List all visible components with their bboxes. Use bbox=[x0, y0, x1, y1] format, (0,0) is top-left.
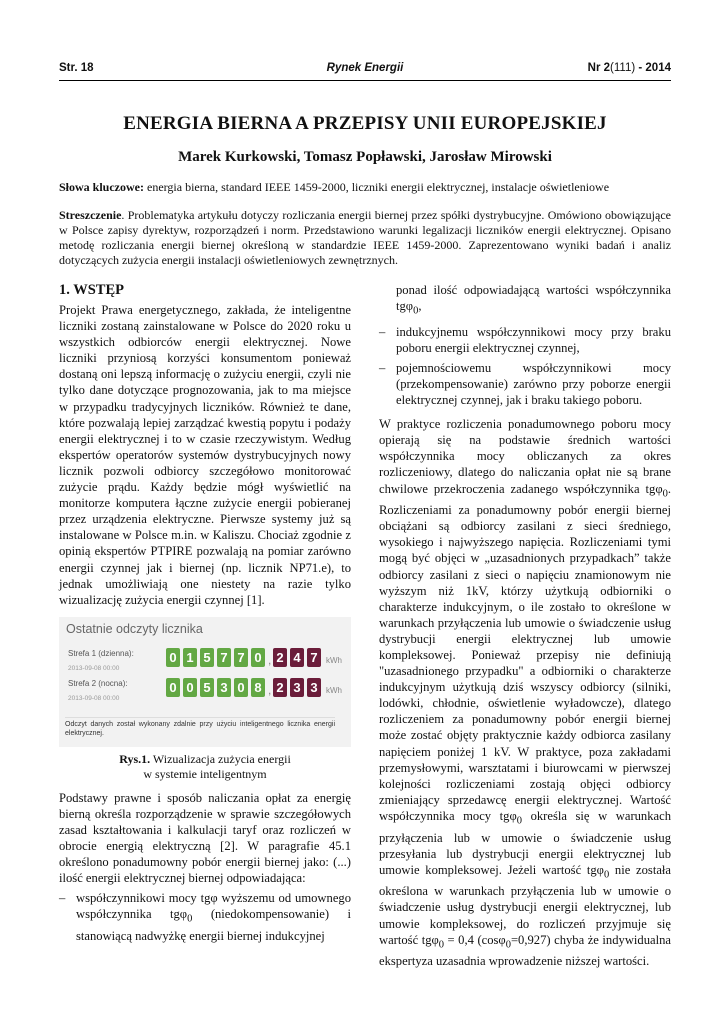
issue-prefix: Nr 2 bbox=[587, 62, 611, 74]
caption-line2: w systemie inteligentnym bbox=[143, 766, 267, 781]
definition-text: , bbox=[418, 299, 422, 314]
zone1-decimal-digit: 2 bbox=[273, 648, 287, 667]
zone2-digit: 5 bbox=[200, 678, 214, 697]
subscript: 0 bbox=[187, 913, 193, 925]
keywords-text: energia bierna, standard IEEE 1459-2000, liczniki energii elektrycznej, instalacje oświetleniowe bbox=[144, 180, 610, 194]
zone1-digit: 7 bbox=[217, 648, 231, 667]
zone2-date: 2013-09-08 00:00 bbox=[68, 694, 120, 702]
zone1-row bbox=[66, 647, 346, 681]
zone1-digit: 1 bbox=[183, 648, 197, 667]
para-text: . Rozliczeniami za ponadumowny pobór energii biernej obciążani są odbiorcy zasilani z sieci średniego, wysokiego i najwyższego napięcia. Rozliczeniami tymi mogą być objęci w „uzasadnionych przypadkach” także odbiorcy zasilani z sieci o napięciu znamionowym nie wyższym niż 1kV, którzy użytkują odbiorniki o charakterze indukcyjnym, o ile zostało to określone w warunkach przyłączenia lub umowie o świadczenie usług dystrybucji energii elektrycznej lub umowie kompleksowej. Ponieważ przepisy nie definiują "uzasadnionego przypadku" a odbiorniki o charakterze indukcyjnym użytkują dziś wszyscy odbiorcy (silniki, lodówki, chłodnie, oświetlenie wyładowcze), dlatego rozliczeniem za ponadumowny pobór energii biernej może zostać objęty praktycznie każdy odbiorca zasilany napięciem poniżej 1 kV. W praktyce, poza zakładami przemysłowymi, warsztatami i biurowcami w pierwszej kolejności rozliczeniami zostają objęci odbiorcy zmieniający sprzedawcę energii elektrycznej. Wartość współczynnika mocy tgφ bbox=[379, 481, 671, 823]
zone2-unit: kWh bbox=[326, 685, 342, 695]
subscript: 0 bbox=[603, 869, 610, 881]
definition-item: – pojemnościowemu współczynnikowi mocy (przekompensowanie) zarówno przy poborze energii elektrycznej czynnej, jak i braku takiego poboru. bbox=[379, 360, 671, 408]
page-number: Str. 18 bbox=[59, 62, 94, 74]
zone2-digit: 3 bbox=[217, 678, 231, 697]
subscript: 0 bbox=[662, 488, 668, 500]
zone2-digit: 8 bbox=[251, 678, 265, 697]
zone1-digits bbox=[166, 648, 342, 670]
subscript: 0 bbox=[505, 939, 511, 951]
zone2-decimal-digit: 2 bbox=[273, 678, 287, 697]
subscript: 0 bbox=[438, 939, 445, 951]
para-text: nie została określona w warunkach przyłączenia lub w umowie o świadczenie usług dystrybucji energii elektrycznej, lub umowie kompleksowej, do rozliczeń przyjmuje się wartość tgφ bbox=[379, 862, 671, 947]
definition-text: współczynnikowi mocy tgφ wyższemu od umownego współczynnika tgφ bbox=[76, 891, 351, 922]
definition-item-cont bbox=[379, 282, 671, 320]
intro-paragraph: Projekt Prawa energetycznego, zakłada, że inteligentne liczniki zostaną zainstalowane w Polsce do 2020 roku u wszystkich odbiorców energii elektrycznej. Nowe liczniki przyniosą korzyści konsumentom ponieważ dostaną oni lepszą informację o zużyciu energii, czyli nie tylko dane dotyczące prognozowania, jak to ma miejsce w przypadku tradycyjnych liczników. Również te dane, które pozwalają lepiej zarządzać kwestią popytu i podaży energii elektrycznej i to w czasie rzeczywistym. Według ekspertów operatorów systemów dystrybucyjnych nowy licznik pozwoli odbiorcy szczegółowo monitorować zużycie prądu. Każdy będzie mógł wyświetlić na monitorze komputera łączne zużycie energii pobieranej przez urządzenia elektryczne. Pierwsze systemy już są instalowane w Polsce m.in. w Kaliszu. Chociaż zgodnie z opinią ekspertów PTPIRE pozwalają na pomiar zarówno energii czynnej jak i biernej (np. licznik NP71.e), to jednak umożliwiają one niestety na razie tylko wizualizację zużycia energii czynnej [1]. bbox=[59, 303, 351, 607]
subscript: 0 bbox=[516, 815, 522, 827]
zone2-decimal-digit: 3 bbox=[307, 678, 321, 697]
para-text: określa się w warunkach przyłączenia lub w umowie o świadczenie usług przesyłania lub dystrybucji energii elektrycznej lub umowie kompleksowej. Jeżeli wartość tgφ bbox=[379, 808, 671, 877]
para-text: W praktyce rozliczenia ponadumownego poboru mocy opierają się na podstawie średnich wartości współczynnika mocy obliczanych za okres rozliczeniowy, dlatego do naliczania opłat nie są brane chwilowe przekroczenia zadanego współczynnika tgφ bbox=[379, 417, 671, 496]
issue-number: (111) bbox=[610, 62, 636, 74]
legal-paragraph: Podstawy prawne i sposób naliczania opłat za energię bierną określa rozporządzenie w sprawie szczegółowych zasad kształtowania i kalkulacji taryf oraz rozliczeń w obrocie energią elektryczną [2]. W paragrafie 45.1 określono ponadumowny pobór energii biernej jako: (...) ilość energii elektrycznej biernej odpowiadająca: bbox=[59, 790, 351, 886]
definition-continuation: ponad ilość odpowiadającą wartości współczynnika tgφ bbox=[396, 283, 671, 314]
definition-item: – indukcyjnemu współczynnikowi mocy przy braku poboru energii elektrycznej czynnej, bbox=[379, 324, 671, 356]
zone2-decimal-digit: 3 bbox=[290, 678, 304, 697]
para-text: = 0,4 (cosφ bbox=[444, 932, 506, 947]
figure-caption bbox=[59, 752, 351, 782]
definition-list bbox=[59, 890, 351, 944]
zone1-digit: 0 bbox=[166, 648, 180, 667]
zone1-digit: 0 bbox=[251, 648, 265, 667]
zone2-digit: 0 bbox=[234, 678, 248, 697]
issue-info bbox=[588, 62, 671, 74]
decimal-comma: , bbox=[268, 652, 272, 667]
zone1-date: 2013-09-08 00:00 bbox=[68, 664, 120, 672]
keywords bbox=[59, 180, 671, 195]
abstract-text: . Problematyka artykułu dotyczy rozliczania energii biernej przez spółki dystrybucyjne. Omówiono obowiązujące w Polsce zapisy dyrektyw, rozporządzeń i norm. Przedstawiono warunki legalizacji liczników energii elektrycznej. Opisano metodę rozliczania energii biernej określoną w standardzie IEEE 1459-2000. Zaprezentowano wyniki badań i analiz dotyczących zużycia energii instalacji oświetleniowych zewnętrznych. bbox=[59, 208, 671, 267]
practice-paragraph bbox=[379, 416, 671, 969]
definition-list-cont bbox=[379, 282, 671, 408]
definition-item bbox=[59, 890, 351, 944]
zone2-label: Strefa 2 (nocna): bbox=[68, 678, 128, 688]
decimal-comma: , bbox=[268, 682, 272, 697]
para-text: =0,927) chyba że indywidualna ekspertyza uzasadnia wprowadzenie niższej wartości. bbox=[379, 932, 671, 969]
zone1-label: Strefa 1 (dzienna): bbox=[68, 648, 134, 658]
figure-note: Odczyt danych został wykonany zdalnie przy użyciu inteligentnego licznika energii elektrycznej. bbox=[65, 717, 335, 738]
figure-heading: Ostatnie odczyty licznika bbox=[66, 621, 203, 636]
article-authors: Marek Kurkowski, Tomasz Popławski, Jarosław Mirowski bbox=[178, 149, 552, 165]
zone1-digit: 5 bbox=[200, 648, 214, 667]
article-title: ENERGIA BIERNA A PRZEPISY UNII EUROPEJSKIEJ bbox=[123, 113, 607, 134]
subscript: 0 bbox=[413, 305, 419, 317]
zone1-unit: kWh bbox=[326, 655, 342, 665]
definition-text: (niedokompensowanie) i stanowiącą nadwyżkę energii biernej indukcyjnej bbox=[76, 907, 351, 944]
caption-label: Rys.1. bbox=[119, 751, 151, 766]
left-column bbox=[59, 282, 351, 944]
issue-year: - 2014 bbox=[635, 62, 671, 74]
abstract-label: Streszczenie bbox=[59, 208, 122, 222]
meter-readings-figure bbox=[59, 617, 351, 747]
caption-line1: Wizualizacja zużycia energii bbox=[150, 751, 291, 766]
zone2-digits bbox=[166, 678, 342, 700]
zone2-row bbox=[66, 677, 346, 711]
keywords-label: Słowa kluczowe: bbox=[59, 180, 144, 194]
zone1-digit: 7 bbox=[234, 648, 248, 667]
zone2-digit: 0 bbox=[166, 678, 180, 697]
zone1-decimal-digit: 4 bbox=[290, 648, 304, 667]
zone1-decimal-digit: 7 bbox=[307, 648, 321, 667]
page-header bbox=[59, 62, 671, 81]
journal-name: Rynek Energii bbox=[326, 62, 404, 74]
zone2-digit: 0 bbox=[183, 678, 197, 697]
section-heading: 1. WSTĘP bbox=[59, 282, 125, 298]
right-column bbox=[379, 282, 671, 969]
abstract bbox=[59, 208, 671, 268]
